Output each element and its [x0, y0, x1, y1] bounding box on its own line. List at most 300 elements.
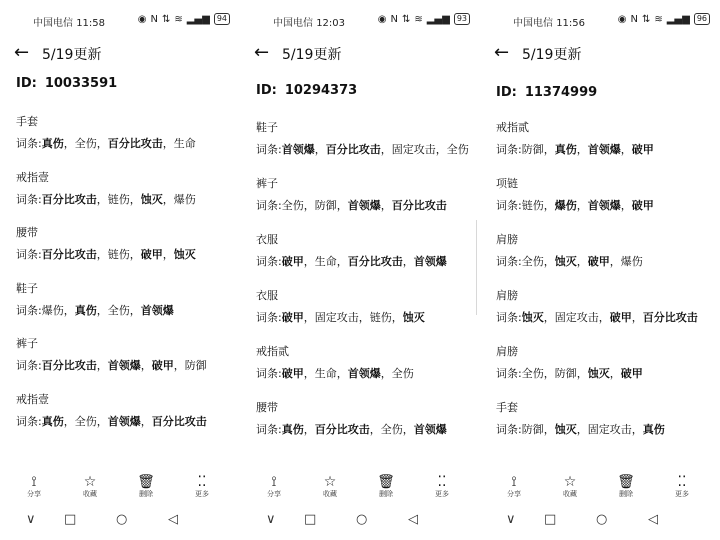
attribute-line	[16, 248, 234, 262]
attribute-highlighted: 蚀灭	[521, 311, 544, 324]
wifi-icon: ≋	[174, 13, 183, 25]
attribute-highlighted: 破甲	[151, 359, 174, 372]
attribute-prefix: 词条:	[16, 414, 42, 428]
id-line	[16, 76, 117, 91]
attribute-line	[256, 423, 474, 437]
attribute-prefix: 词条:	[16, 192, 42, 206]
attribute-separator: ，	[129, 192, 141, 206]
attribute-separator: ，	[303, 423, 315, 436]
attribute-separator: ，	[96, 414, 108, 428]
screenshot-panel-3	[480, 0, 720, 540]
attribute-normal: 防御	[521, 423, 544, 436]
toolbar-label: 收藏	[563, 490, 577, 498]
attribute-normal: 固定攻击	[314, 311, 359, 324]
attribute-separator: ，	[380, 199, 392, 212]
attribute-normal: 全伤	[521, 367, 544, 380]
toolbar-share-button[interactable]	[496, 474, 532, 499]
attribute-prefix: 词条:	[16, 303, 42, 317]
system-nav-bar	[480, 510, 720, 532]
attribute-separator: ，	[631, 423, 643, 436]
status-time: 11:56	[556, 18, 586, 29]
equipment-entry	[256, 289, 474, 325]
data-signal-icon: ⇅	[401, 13, 411, 25]
recents-square-icon[interactable]: □	[304, 512, 317, 527]
attribute-prefix: 词条:	[256, 367, 282, 380]
equipment-entry	[496, 289, 714, 325]
cell-signal-icon: ▂▄▆	[186, 13, 210, 25]
attribute-line	[256, 367, 474, 381]
attribute-separator: ，	[576, 143, 588, 156]
equipment-slot-name: 戒指壹	[16, 170, 49, 184]
star-icon: ☆	[563, 474, 577, 490]
equipment-slot-name: 衣服	[256, 233, 278, 246]
attribute-separator: ，	[543, 143, 555, 156]
attribute-highlighted: 破甲	[631, 143, 654, 156]
id-label: ID:	[16, 76, 37, 91]
screenshot-panel-2	[240, 0, 480, 540]
page-title: 5/19更新	[522, 47, 582, 63]
attribute-separator: ，	[402, 255, 414, 268]
star-icon: ☆	[83, 474, 97, 490]
attribute-separator: ，	[609, 367, 621, 380]
attribute-normal: 链伤	[107, 192, 130, 206]
status-time: 12:03	[316, 18, 346, 29]
more-icon: ⁚⁚	[197, 474, 207, 490]
id-value: 10033591	[44, 76, 118, 91]
attribute-normal: 链伤	[521, 199, 544, 212]
attribute-line	[496, 367, 714, 381]
attribute-highlighted: 百分比攻击	[107, 137, 163, 150]
attribute-highlighted: 蚀灭	[173, 248, 196, 261]
toolbar-share-button[interactable]	[16, 474, 52, 499]
attribute-separator: ，	[96, 303, 108, 317]
bottom-toolbar	[0, 474, 240, 504]
page-title: 5/19更新	[42, 47, 102, 63]
equipment-entry	[16, 282, 234, 318]
attribute-highlighted: 破甲	[281, 255, 304, 268]
toolbar-label: 收藏	[323, 490, 337, 498]
attribute-separator: ，	[314, 143, 326, 156]
attribute-highlighted: 真伤	[281, 423, 304, 436]
attribute-normal: 防御	[314, 199, 337, 212]
attribute-highlighted: 爆伤	[554, 199, 577, 212]
attribute-highlighted: 破甲	[281, 311, 304, 324]
equipment-entry	[16, 393, 234, 429]
system-nav-bar	[240, 510, 480, 532]
attribute-line	[496, 311, 714, 325]
nfc-icon: N	[390, 13, 398, 25]
attribute-highlighted: 破甲	[620, 367, 643, 380]
attribute-highlighted: 首领爆	[413, 423, 447, 436]
attribute-highlighted: 百分比攻击	[347, 255, 403, 268]
more-icon: ⁚⁚	[437, 474, 447, 490]
toolbar-trash-button[interactable]	[368, 474, 404, 499]
attribute-line	[496, 143, 714, 157]
attribute-highlighted: 首领爆	[107, 359, 141, 372]
attribute-highlighted: 蚀灭	[140, 192, 163, 206]
toolbar-label: 更多	[195, 490, 209, 498]
home-circle-icon[interactable]: ○	[596, 512, 608, 527]
cell-signal-icon: ▂▄▆	[426, 13, 450, 25]
attribute-normal: 固定攻击	[587, 423, 632, 436]
attribute-separator: ，	[303, 199, 315, 212]
equipment-slot-name: 裤子	[256, 177, 278, 190]
id-line	[256, 83, 357, 98]
attribute-separator: ，	[303, 255, 315, 268]
equipment-entry	[496, 401, 714, 437]
attribute-highlighted: 首领爆	[107, 414, 141, 428]
attribute-line	[496, 199, 714, 213]
attribute-normal: 防御	[554, 367, 577, 380]
attribute-separator: ，	[620, 199, 632, 212]
status-carrier-time	[273, 14, 345, 29]
attribute-normal: 固定攻击	[391, 143, 436, 156]
attribute-highlighted: 首领爆	[413, 255, 447, 268]
attribute-normal: 生命	[314, 255, 337, 268]
equipment-entry	[256, 177, 474, 213]
system-nav-bar	[0, 510, 240, 532]
equipment-entry	[496, 345, 714, 381]
attribute-highlighted: 破甲	[281, 367, 304, 380]
equipment-slot-name: 肩膀	[496, 345, 518, 358]
back-arrow-icon[interactable]: ←	[254, 42, 270, 63]
attribute-highlighted: 首领爆	[587, 199, 621, 212]
toolbar-star-button[interactable]	[72, 474, 108, 499]
attribute-normal: 全伤	[107, 303, 130, 317]
attribute-prefix: 词条:	[496, 423, 522, 436]
battery-icon: 93	[454, 13, 470, 25]
toolbar-label: 删除	[619, 490, 633, 498]
attribute-separator: ，	[358, 311, 370, 324]
attribute-separator: ，	[162, 248, 174, 261]
attribute-line	[496, 423, 714, 437]
attribute-separator: ，	[631, 311, 643, 324]
attribute-separator: ，	[336, 367, 348, 380]
attribute-separator: ，	[543, 423, 555, 436]
attribute-separator: ，	[96, 248, 108, 261]
attribute-prefix: 词条:	[256, 311, 282, 324]
attribute-normal: 全伤	[281, 199, 304, 212]
attribute-line	[256, 199, 474, 213]
carrier-name: 中国电信	[513, 18, 553, 29]
attribute-normal: 全伤	[521, 255, 544, 268]
attribute-highlighted: 首领爆	[587, 143, 621, 156]
attribute-highlighted: 破甲	[609, 311, 632, 324]
attribute-separator: ，	[435, 143, 447, 156]
attribute-highlighted: 首领爆	[347, 367, 381, 380]
recents-square-icon[interactable]: □	[64, 512, 77, 527]
attribute-separator: ，	[543, 367, 555, 380]
attribute-separator: ，	[369, 423, 381, 436]
cell-signal-icon: ▂▄▆	[666, 13, 690, 25]
attribute-line	[256, 311, 474, 325]
attribute-highlighted: 百分比攻击	[151, 414, 207, 428]
carrier-name: 中国电信	[33, 18, 73, 29]
equipment-entry	[16, 337, 234, 373]
equipment-entry	[256, 233, 474, 269]
equipment-slot-name: 鞋子	[256, 121, 278, 134]
equipment-slot-name: 肩膀	[496, 233, 518, 246]
attribute-normal: 链伤	[107, 248, 130, 261]
page-title: 5/19更新	[282, 47, 342, 63]
attribute-separator: ，	[380, 367, 392, 380]
attribute-separator: ，	[63, 414, 75, 428]
equipment-entry	[496, 121, 714, 157]
attribute-highlighted: 蚀灭	[587, 367, 610, 380]
back-chevron-icon[interactable]: ∨	[26, 512, 36, 527]
share-icon: ⟟	[31, 474, 37, 490]
attribute-separator: ，	[543, 311, 555, 324]
attribute-separator: ，	[162, 137, 174, 150]
attribute-highlighted: 真伤	[41, 414, 64, 428]
attribute-normal: 生命	[314, 367, 337, 380]
attribute-highlighted: 百分比攻击	[314, 423, 370, 436]
attribute-separator: ，	[598, 311, 610, 324]
trash-icon: 🗑	[137, 474, 155, 490]
attribute-line	[16, 359, 234, 373]
screenshot-panel-1	[0, 0, 240, 540]
battery-icon: 96	[694, 13, 710, 25]
attribute-highlighted: 破甲	[587, 255, 610, 268]
attribute-highlighted: 真伤	[74, 303, 97, 317]
trash-icon: 🗑	[617, 474, 635, 490]
attribute-prefix: 词条:	[496, 255, 522, 268]
toolbar-star-button[interactable]	[312, 474, 348, 499]
attribute-prefix: 词条:	[496, 199, 522, 212]
back-chevron-icon[interactable]: ∨	[266, 512, 276, 527]
attribute-highlighted: 首领爆	[281, 143, 315, 156]
attribute-line	[16, 137, 234, 151]
attribute-highlighted: 蚀灭	[402, 311, 425, 324]
toolbar-star-button[interactable]	[552, 474, 588, 499]
toolbar-label: 分享	[267, 490, 281, 498]
attribute-highlighted: 破甲	[140, 248, 163, 261]
status-carrier-time	[33, 14, 105, 29]
app-header	[240, 40, 480, 68]
attribute-normal: 全伤	[446, 143, 469, 156]
equipment-slot-name: 肩膀	[496, 289, 518, 302]
toolbar-more-button[interactable]	[664, 474, 700, 499]
equipment-entry	[496, 177, 714, 213]
attribute-normal: 防御	[521, 143, 544, 156]
toolbar-label: 删除	[379, 490, 393, 498]
equipment-slot-name: 戒指壹	[16, 392, 49, 406]
attribute-highlighted: 真伤	[642, 423, 665, 436]
attribute-prefix: 词条:	[496, 311, 522, 324]
back-arrow-icon[interactable]: ←	[14, 42, 30, 63]
attribute-separator: ，	[576, 199, 588, 212]
equipment-slot-name: 鞋子	[16, 281, 38, 295]
home-circle-icon[interactable]: ○	[116, 512, 128, 527]
equipment-entry	[16, 115, 234, 151]
attribute-normal: 爆伤	[620, 255, 643, 268]
attribute-separator: ，	[576, 255, 588, 268]
trash-icon: 🗑	[377, 474, 395, 490]
attribute-separator: ，	[336, 255, 348, 268]
attribute-highlighted: 真伤	[554, 143, 577, 156]
equipment-entry	[16, 226, 234, 262]
back-triangle-icon[interactable]: ◁	[408, 512, 418, 527]
attribute-highlighted: 首领爆	[140, 303, 174, 317]
equipment-entry	[256, 401, 474, 437]
attribute-separator: ，	[129, 303, 141, 317]
equipment-entry	[256, 121, 474, 157]
status-time: 11:58	[76, 18, 106, 29]
attribute-line	[16, 304, 234, 318]
toolbar-share-button[interactable]	[256, 474, 292, 499]
toolbar-trash-button[interactable]	[608, 474, 644, 499]
attribute-separator: ，	[173, 359, 185, 372]
attribute-separator: ，	[140, 414, 152, 428]
attribute-separator: ，	[620, 143, 632, 156]
attribute-normal: 生命	[173, 137, 196, 150]
battery-icon: 94	[214, 13, 230, 25]
app-header	[480, 40, 720, 68]
attribute-prefix: 词条:	[256, 199, 282, 212]
status-carrier-time	[513, 14, 585, 29]
nfc-icon: N	[630, 13, 638, 25]
attribute-prefix: 词条:	[256, 143, 282, 156]
attribute-highlighted: 破甲	[631, 199, 654, 212]
attribute-highlighted: 真伤	[41, 137, 64, 150]
equipment-slot-name: 衣服	[256, 289, 278, 302]
share-icon: ⟟	[511, 474, 517, 490]
back-chevron-icon[interactable]: ∨	[506, 512, 516, 527]
back-triangle-icon[interactable]: ◁	[648, 512, 658, 527]
attribute-line	[256, 143, 474, 157]
attribute-prefix: 词条:	[16, 359, 42, 372]
attribute-separator: ，	[402, 423, 414, 436]
attribute-normal: 全伤	[380, 423, 403, 436]
attribute-separator: ，	[96, 137, 108, 150]
attribute-prefix: 词条:	[256, 255, 282, 268]
bottom-toolbar	[240, 474, 480, 504]
attribute-prefix: 词条:	[16, 137, 42, 150]
share-icon: ⟟	[271, 474, 277, 490]
attribute-highlighted: 蚀灭	[554, 255, 577, 268]
wifi-icon: ≋	[414, 13, 423, 25]
attribute-normal: 全伤	[74, 137, 97, 150]
attribute-normal: 爆伤	[173, 192, 196, 206]
equipment-entry	[256, 345, 474, 381]
attribute-separator: ，	[543, 255, 555, 268]
attribute-normal: 全伤	[74, 414, 97, 428]
attribute-highlighted: 首领爆	[347, 199, 381, 212]
attribute-normal: 链伤	[369, 311, 392, 324]
attribute-separator: ，	[391, 311, 403, 324]
attribute-separator: ，	[576, 423, 588, 436]
id-line	[496, 85, 597, 100]
equipment-slot-name: 腰带	[16, 226, 38, 239]
attribute-highlighted: 百分比攻击	[325, 143, 381, 156]
equipment-entry	[16, 171, 234, 207]
id-value: 11374999	[524, 85, 598, 100]
id-value: 10294373	[284, 83, 358, 98]
toolbar-label: 更多	[675, 490, 689, 498]
scroll-divider	[476, 220, 477, 315]
equipment-slot-name: 腰带	[256, 401, 278, 414]
attribute-highlighted: 百分比攻击	[41, 248, 97, 261]
toolbar-more-button[interactable]	[184, 474, 220, 499]
eye-icon: ◉	[137, 13, 147, 25]
toolbar-label: 更多	[435, 490, 449, 498]
attribute-separator: ，	[96, 359, 108, 372]
wifi-icon: ≋	[654, 13, 663, 25]
attribute-highlighted: 百分比攻击	[41, 359, 97, 372]
equipment-slot-name: 戒指贰	[496, 121, 529, 134]
status-bar	[0, 0, 240, 40]
attribute-highlighted: 百分比攻击	[391, 199, 447, 212]
attribute-normal: 全伤	[391, 367, 414, 380]
status-bar	[240, 0, 480, 40]
attribute-highlighted: 蚀灭	[554, 423, 577, 436]
attribute-separator: ，	[609, 255, 621, 268]
app-header	[0, 40, 240, 68]
attribute-prefix: 词条:	[496, 143, 522, 156]
nfc-icon: N	[150, 13, 158, 25]
equipment-entry	[496, 233, 714, 269]
equipment-slot-name: 项链	[496, 177, 518, 190]
back-arrow-icon[interactable]: ←	[494, 42, 510, 63]
attribute-separator: ，	[336, 199, 348, 212]
recents-square-icon[interactable]: □	[544, 512, 557, 527]
data-signal-icon: ⇅	[161, 13, 171, 25]
attribute-separator: ，	[303, 367, 315, 380]
status-icons	[138, 13, 230, 25]
attribute-line	[16, 415, 234, 429]
attribute-separator: ，	[63, 137, 75, 150]
status-icons	[618, 13, 710, 25]
toolbar-label: 删除	[139, 490, 153, 498]
attribute-separator: ，	[129, 248, 141, 261]
toolbar-trash-button[interactable]	[128, 474, 164, 499]
attribute-separator: ，	[162, 192, 174, 206]
attribute-prefix: 词条:	[496, 367, 522, 380]
toolbar-more-button[interactable]	[424, 474, 460, 499]
attribute-separator: ，	[303, 311, 315, 324]
attribute-separator: ，	[96, 192, 108, 206]
bottom-toolbar	[480, 474, 720, 504]
attribute-separator: ，	[140, 359, 152, 372]
attribute-highlighted: 百分比攻击	[41, 192, 97, 206]
attribute-separator: ，	[543, 199, 555, 212]
attribute-normal: 防御	[184, 359, 207, 372]
data-signal-icon: ⇅	[641, 13, 651, 25]
home-circle-icon[interactable]: ○	[356, 512, 368, 527]
equipment-slot-name: 戒指贰	[256, 345, 289, 358]
status-bar	[480, 0, 720, 40]
equipment-slot-name: 裤子	[16, 337, 38, 350]
star-icon: ☆	[323, 474, 337, 490]
attribute-prefix: 词条:	[256, 423, 282, 436]
back-triangle-icon[interactable]: ◁	[168, 512, 178, 527]
attribute-normal: 固定攻击	[554, 311, 599, 324]
eye-icon: ◉	[377, 13, 387, 25]
attribute-highlighted: 百分比攻击	[642, 311, 698, 324]
attribute-separator: ，	[576, 367, 588, 380]
carrier-name: 中国电信	[273, 18, 313, 29]
equipment-slot-name: 手套	[496, 401, 518, 414]
attribute-normal: 爆伤	[41, 303, 64, 317]
more-icon: ⁚⁚	[677, 474, 687, 490]
attribute-line	[496, 255, 714, 269]
toolbar-label: 收藏	[83, 490, 97, 498]
equipment-slot-name: 手套	[16, 115, 38, 128]
eye-icon: ◉	[617, 13, 627, 25]
id-label: ID:	[496, 85, 517, 100]
id-label: ID:	[256, 83, 277, 98]
attribute-line	[256, 255, 474, 269]
